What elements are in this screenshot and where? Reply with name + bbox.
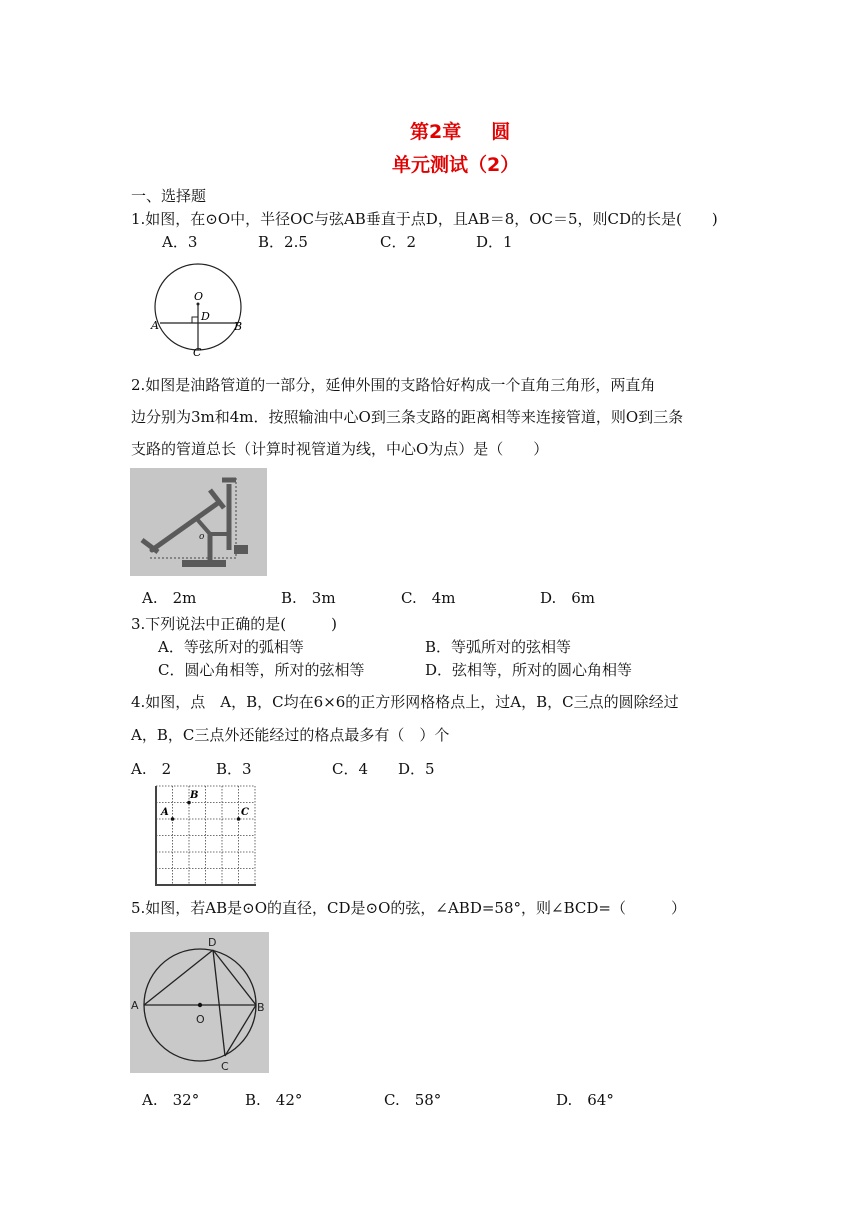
chapter-title (410, 117, 510, 144)
q1-label-a: A (151, 319, 159, 332)
section-heading: 一、选择题 (131, 187, 207, 205)
q5-option-b: B. 42° (245, 1091, 303, 1109)
q4-label-b: B (190, 790, 199, 801)
q5-circle-figure (130, 932, 269, 1073)
q2-label-o: o (199, 532, 205, 542)
q2-option-a: A. 2m (142, 589, 197, 607)
q3-option-c: C．圆心角相等，所对的弦相等 (158, 661, 365, 679)
q4-point-b (187, 801, 191, 805)
q4-grid-lines (156, 786, 255, 885)
q4-point-a (171, 817, 175, 821)
q3-option-b: B．等弧所对的弦相等 (425, 638, 572, 656)
q5-option-d: D. 64° (556, 1091, 614, 1109)
q1-label-d: D (201, 310, 210, 323)
q3-stem: 3.下列说法中正确的是( ) (131, 615, 338, 633)
q1-option-b: B．2.5 (258, 233, 308, 251)
q5-option-c: C. 58° (384, 1091, 442, 1109)
q5-label-c: C (221, 1060, 229, 1073)
unit-test-title: 单元测试（2） (392, 154, 520, 176)
q4-stem-line1: 4.如图，点 A，B，C均在6×6的正方形网格格点上，过A，B，C三点的圆除经过 (131, 693, 679, 711)
chapter-number: 第2章 (410, 121, 462, 143)
q2-option-d: D. 6m (540, 589, 596, 607)
q5-figure-background (130, 932, 269, 1073)
q1-circle-figure (145, 257, 260, 362)
q2-stem-line3: 支路的管道总长（计算时视管道为线，中心O为点）是（ ） (131, 440, 549, 458)
q3-option-d: D．弦相等，所对的圆心角相等 (425, 661, 633, 679)
q2-pipeline-figure (130, 468, 267, 576)
q1-stem: 1.如图，在⊙O中，半径OC与弦AB垂直于点D，且AB＝8，OC＝5，则CD的长是( ) (131, 210, 718, 228)
q4-option-c: C．4 (332, 760, 369, 778)
q5-label-d: D (208, 936, 217, 949)
q4-stem-line2: A，B，C三点外还能经过的格点最多有（ ）个 (131, 726, 450, 744)
q1-label-o: O (194, 290, 204, 303)
q1-option-a: A．3 (162, 233, 198, 251)
q5-label-a: A (131, 999, 139, 1012)
q3-option-a: A．等弦所对的弧相等 (158, 638, 304, 656)
q4-label-c: C (241, 807, 249, 818)
q4-option-b: B．3 (216, 760, 252, 778)
q5-label-b: B (257, 1001, 265, 1014)
q1-label-c: C (193, 346, 202, 359)
q4-grid-figure (152, 784, 264, 888)
q5-center-dot (198, 1003, 202, 1007)
q1-option-c: C．2 (380, 233, 417, 251)
q4-option-d: D．5 (398, 760, 435, 778)
q2-stem-line2: 边分别为3m和4m．按照输油中心O到三条支路的距离相等来连接管道，则O到三条 (131, 408, 684, 426)
q1-option-d: D．1 (476, 233, 513, 251)
q4-option-a: A. 2 (131, 760, 172, 778)
q2-stem-line1: 2.如图是油路管道的一部分，延伸外围的支路恰好构成一个直角三角形，两直角 (131, 376, 656, 394)
chapter-name: 圆 (491, 121, 511, 143)
q1-right-angle-mark (192, 317, 198, 323)
q2-bottom-connector (182, 560, 226, 567)
q5-stem: 5.如图，若AB是⊙O的直径，CD是⊙O的弦，∠ABD=58°，则∠BCD=（ ） (131, 899, 686, 917)
q4-grid-border-bottom (155, 884, 256, 886)
q4-point-c (237, 817, 241, 821)
q2-right-connector (234, 545, 248, 554)
q5-option-a: A. 32° (142, 1091, 200, 1109)
q5-label-o: O (196, 1013, 205, 1026)
q4-grid-border-left (155, 786, 157, 885)
q2-option-b: B. 3m (281, 589, 336, 607)
q4-label-a: A (161, 807, 169, 818)
q1-label-b: B (234, 320, 243, 333)
q2-option-c: C. 4m (401, 589, 456, 607)
